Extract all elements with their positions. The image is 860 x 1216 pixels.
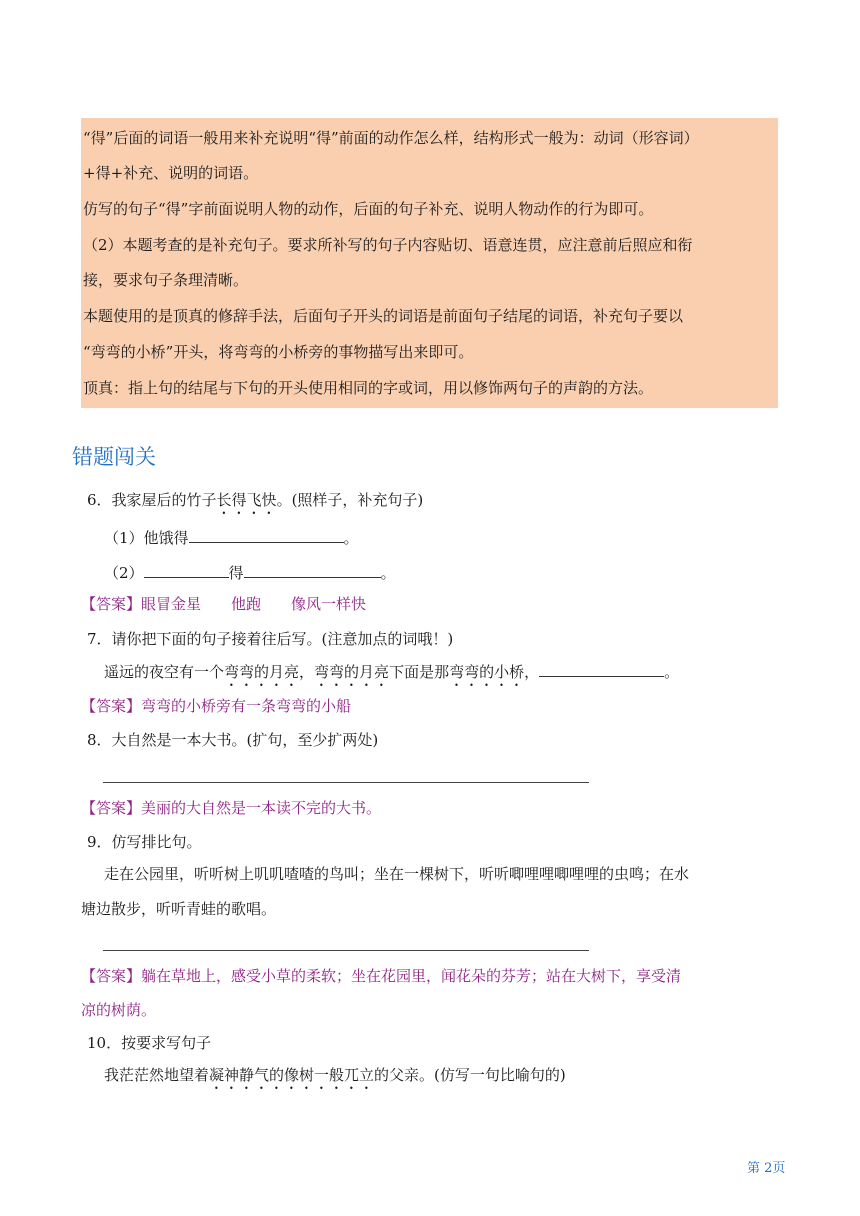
question-6-sub-1 [104, 527, 359, 548]
page-number: 第 2页 [747, 1161, 786, 1176]
explanation-box [81, 118, 778, 408]
question-6-answer: 【答案】眼冒金星 他跑 像风一样快 [81, 595, 367, 613]
question-8-stem: 8．大自然是一本大书。(扩句，至少扩两处) [87, 731, 379, 749]
sentence-text: 的父亲。(仿写一句比喻句的) [374, 1066, 566, 1084]
sub-suffix: 。 [343, 529, 359, 547]
question-9-stem: 9．仿写排比句。 [87, 833, 202, 851]
sentence-text: ， [524, 663, 540, 681]
answer-line[interactable] [103, 782, 589, 783]
section-title: 错题闯关 [72, 445, 156, 469]
emphasized-words: 弯弯的月亮 [224, 663, 300, 681]
question-6-stem [87, 490, 423, 518]
explanation-line: “弯弯的小桥”开头，将弯弯的小桥旁的事物描写出来即可。 [83, 343, 474, 361]
emphasized-words: 凝神静气的像树一般兀立 [209, 1066, 375, 1084]
explanation-line: （2）本题考查的是补充句子。要求所补写的句子内容贴切、语意连贯，应注意前后照应和衔 [83, 236, 693, 254]
sub-label: （1）他饿得 [104, 529, 189, 547]
emphasized-words: 弯弯的小桥 [449, 663, 525, 681]
question-9-answer: 【答案】躺在草地上，感受小草的柔软；坐在花园里，闻花朵的芬芳；站在大树下，享受清 [81, 967, 682, 985]
sentence-text: 我茫茫然地望着 [104, 1066, 210, 1084]
question-6-sub-2 [104, 562, 396, 583]
fill-blank[interactable] [539, 661, 664, 677]
question-9-text: 塘边散步，听听青蛙的歌唱。 [81, 900, 277, 918]
question-9-answer: 凉的树荫。 [81, 1001, 157, 1019]
fill-blank[interactable] [244, 562, 381, 578]
stem-text: 6．我家屋后的竹子 [87, 491, 217, 509]
question-7-answer: 【答案】弯弯的小桥旁有一条弯弯的小船 [81, 697, 352, 715]
emphasized-words: 长得飞快 [216, 491, 277, 509]
answer-line[interactable] [103, 950, 589, 951]
sub-suffix: 。 [380, 564, 396, 582]
explanation-line: 本题使用的是顶真的修辞手法，后面句子开头的词语是前面句子结尾的词语，补充句子要以 [83, 307, 684, 325]
question-9-text: 走在公园里，听听树上叽叽喳喳的鸟叫；坐在一棵树下，听听唧哩哩唧哩哩的虫鸣；在水 [104, 865, 690, 883]
question-10-sentence [104, 1065, 566, 1093]
sentence-text: 。 [664, 663, 680, 681]
sub-mid: 得 [228, 564, 244, 582]
explanation-line: 仿写的句子“得”字前面说明人物的动作，后面的句子补充、说明人物动作的行为即可。 [83, 200, 654, 218]
question-7-sentence [104, 661, 679, 690]
explanation-line: 接，要求句子条理清晰。 [83, 271, 249, 289]
sentence-text: 下面是那 [389, 663, 450, 681]
sub-label: （2） [104, 564, 144, 582]
question-8-answer: 【答案】美丽的大自然是一本读不完的大书。 [81, 799, 382, 817]
question-10-stem: 10．按要求写句子 [87, 1034, 212, 1052]
explanation-line: +得+补充、说明的词语。 [83, 164, 259, 182]
sentence-text: ， [299, 663, 315, 681]
fill-blank[interactable] [189, 527, 344, 543]
stem-text: 。(照样子，补充句子) [276, 491, 424, 509]
question-7-stem: 7．请你把下面的句子接着往后写。(注意加点的词哦！) [87, 630, 454, 648]
explanation-line: “得”后面的词语一般用来补充说明“得”前面的动作怎么样，结构形式一般为：动词（形容词） [83, 129, 699, 147]
sentence-text: 遥远的夜空有一个 [104, 663, 225, 681]
emphasized-words: 弯弯的月亮 [314, 663, 390, 681]
explanation-line: 顶真：指上句的结尾与下句的开头使用相同的字或词，用以修饰两句子的声韵的方法。 [83, 379, 654, 397]
fill-blank[interactable] [144, 562, 229, 578]
